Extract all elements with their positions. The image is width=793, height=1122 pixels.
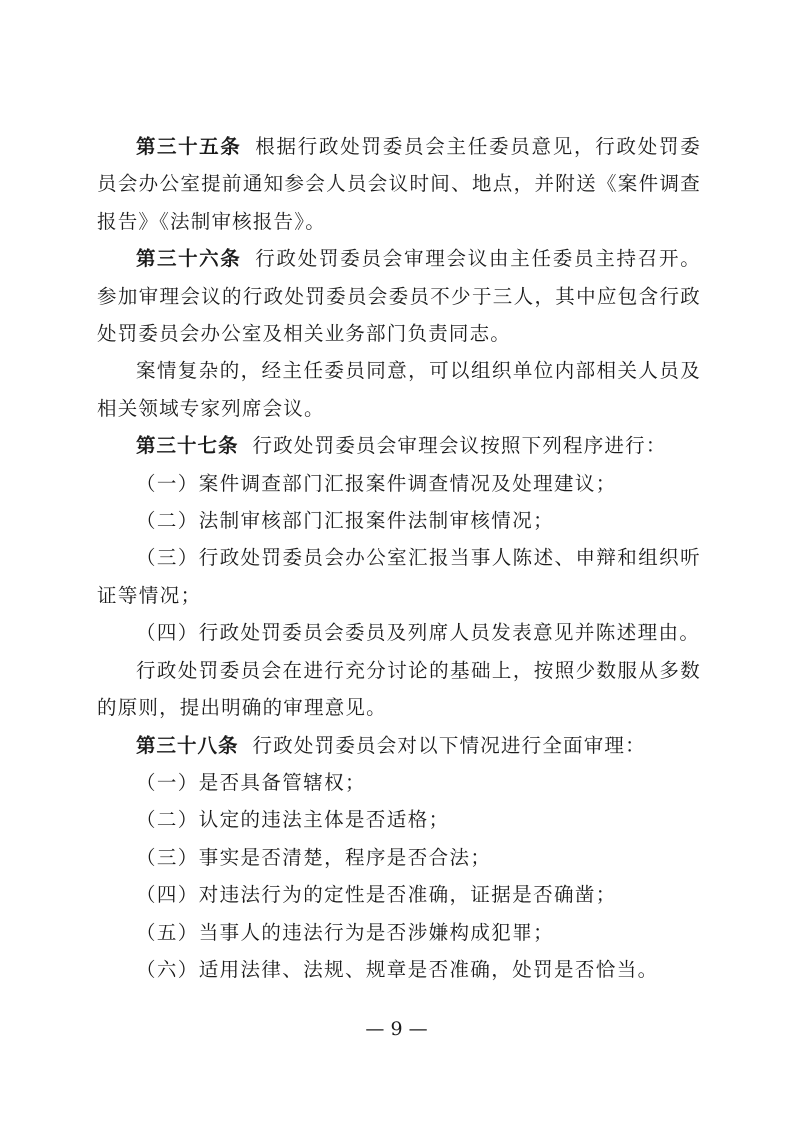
article-36-paragraph-2: 案情复杂的，经主任委员同意，可以组织单位内部相关人员及相关领域专家列席会议。 — [97, 359, 701, 420]
article-38-item-5: （五）当事人的违法行为是否涉嫌构成犯罪； — [136, 920, 555, 944]
article-37-item-1: （一）案件调查部门汇报案件调查情况及处理建议； — [136, 471, 617, 495]
article-37 — [97, 427, 701, 464]
article-38-item-4: （四）对违法行为的定性是否准确，证据是否确凿； — [136, 883, 617, 907]
article-36-text: 行政处罚委员会审理会议由主任委员主持召开。参加审理会议的行政处罚委员会委员不少于三人，其中应包含行政处罚委员会办公室及相关业务部门负责同志。 — [97, 247, 701, 346]
article-38-label: 第三十八条 — [136, 733, 239, 757]
article-38-text: 行政处罚委员会对以下情况进行全面审理： — [252, 733, 646, 757]
article-36-label: 第三十六条 — [136, 247, 242, 271]
article-38-item-2: （二）认定的违法主体是否适格； — [136, 808, 450, 832]
article-38 — [97, 727, 701, 764]
page-number: — 9 — — [365, 1018, 428, 1040]
article-37-label: 第三十七条 — [136, 434, 239, 458]
article-37-item-4: （四）行政处罚委员会委员及列席人员发表意见并陈述理由。 — [136, 621, 701, 645]
article-36 — [97, 240, 701, 352]
article-38-item-6: （六）适用法律、法规、规章是否准确，处罚是否恰当。 — [136, 957, 659, 981]
article-35 — [97, 128, 701, 240]
document-body — [97, 128, 701, 988]
article-35-text: 根据行政处罚委员会主任委员意见，行政处罚委员会办公室提前通知参会人员会议时间、地点，并附送《案件调查报告》《法制审核报告》。 — [97, 135, 701, 233]
article-38-item-3: （三）事实是否清楚，程序是否合法； — [136, 845, 492, 869]
article-37-closing: 行政处罚委员会在进行充分讨论的基础上，按照少数服从多数的原则，提出明确的审理意见。 — [97, 658, 701, 720]
article-37-text: 行政处罚委员会审理会议按照下列程序进行： — [252, 434, 667, 458]
article-35-label: 第三十五条 — [136, 135, 242, 158]
article-38-item-1: （一）是否具备管辖权； — [136, 770, 366, 794]
article-37-item-3: （三）行政处罚委员会办公室汇报当事人陈述、申辩和组织听证等情况； — [97, 546, 701, 607]
article-37-item-2: （二）法制审核部门汇报案件法制审核情况； — [136, 509, 555, 533]
